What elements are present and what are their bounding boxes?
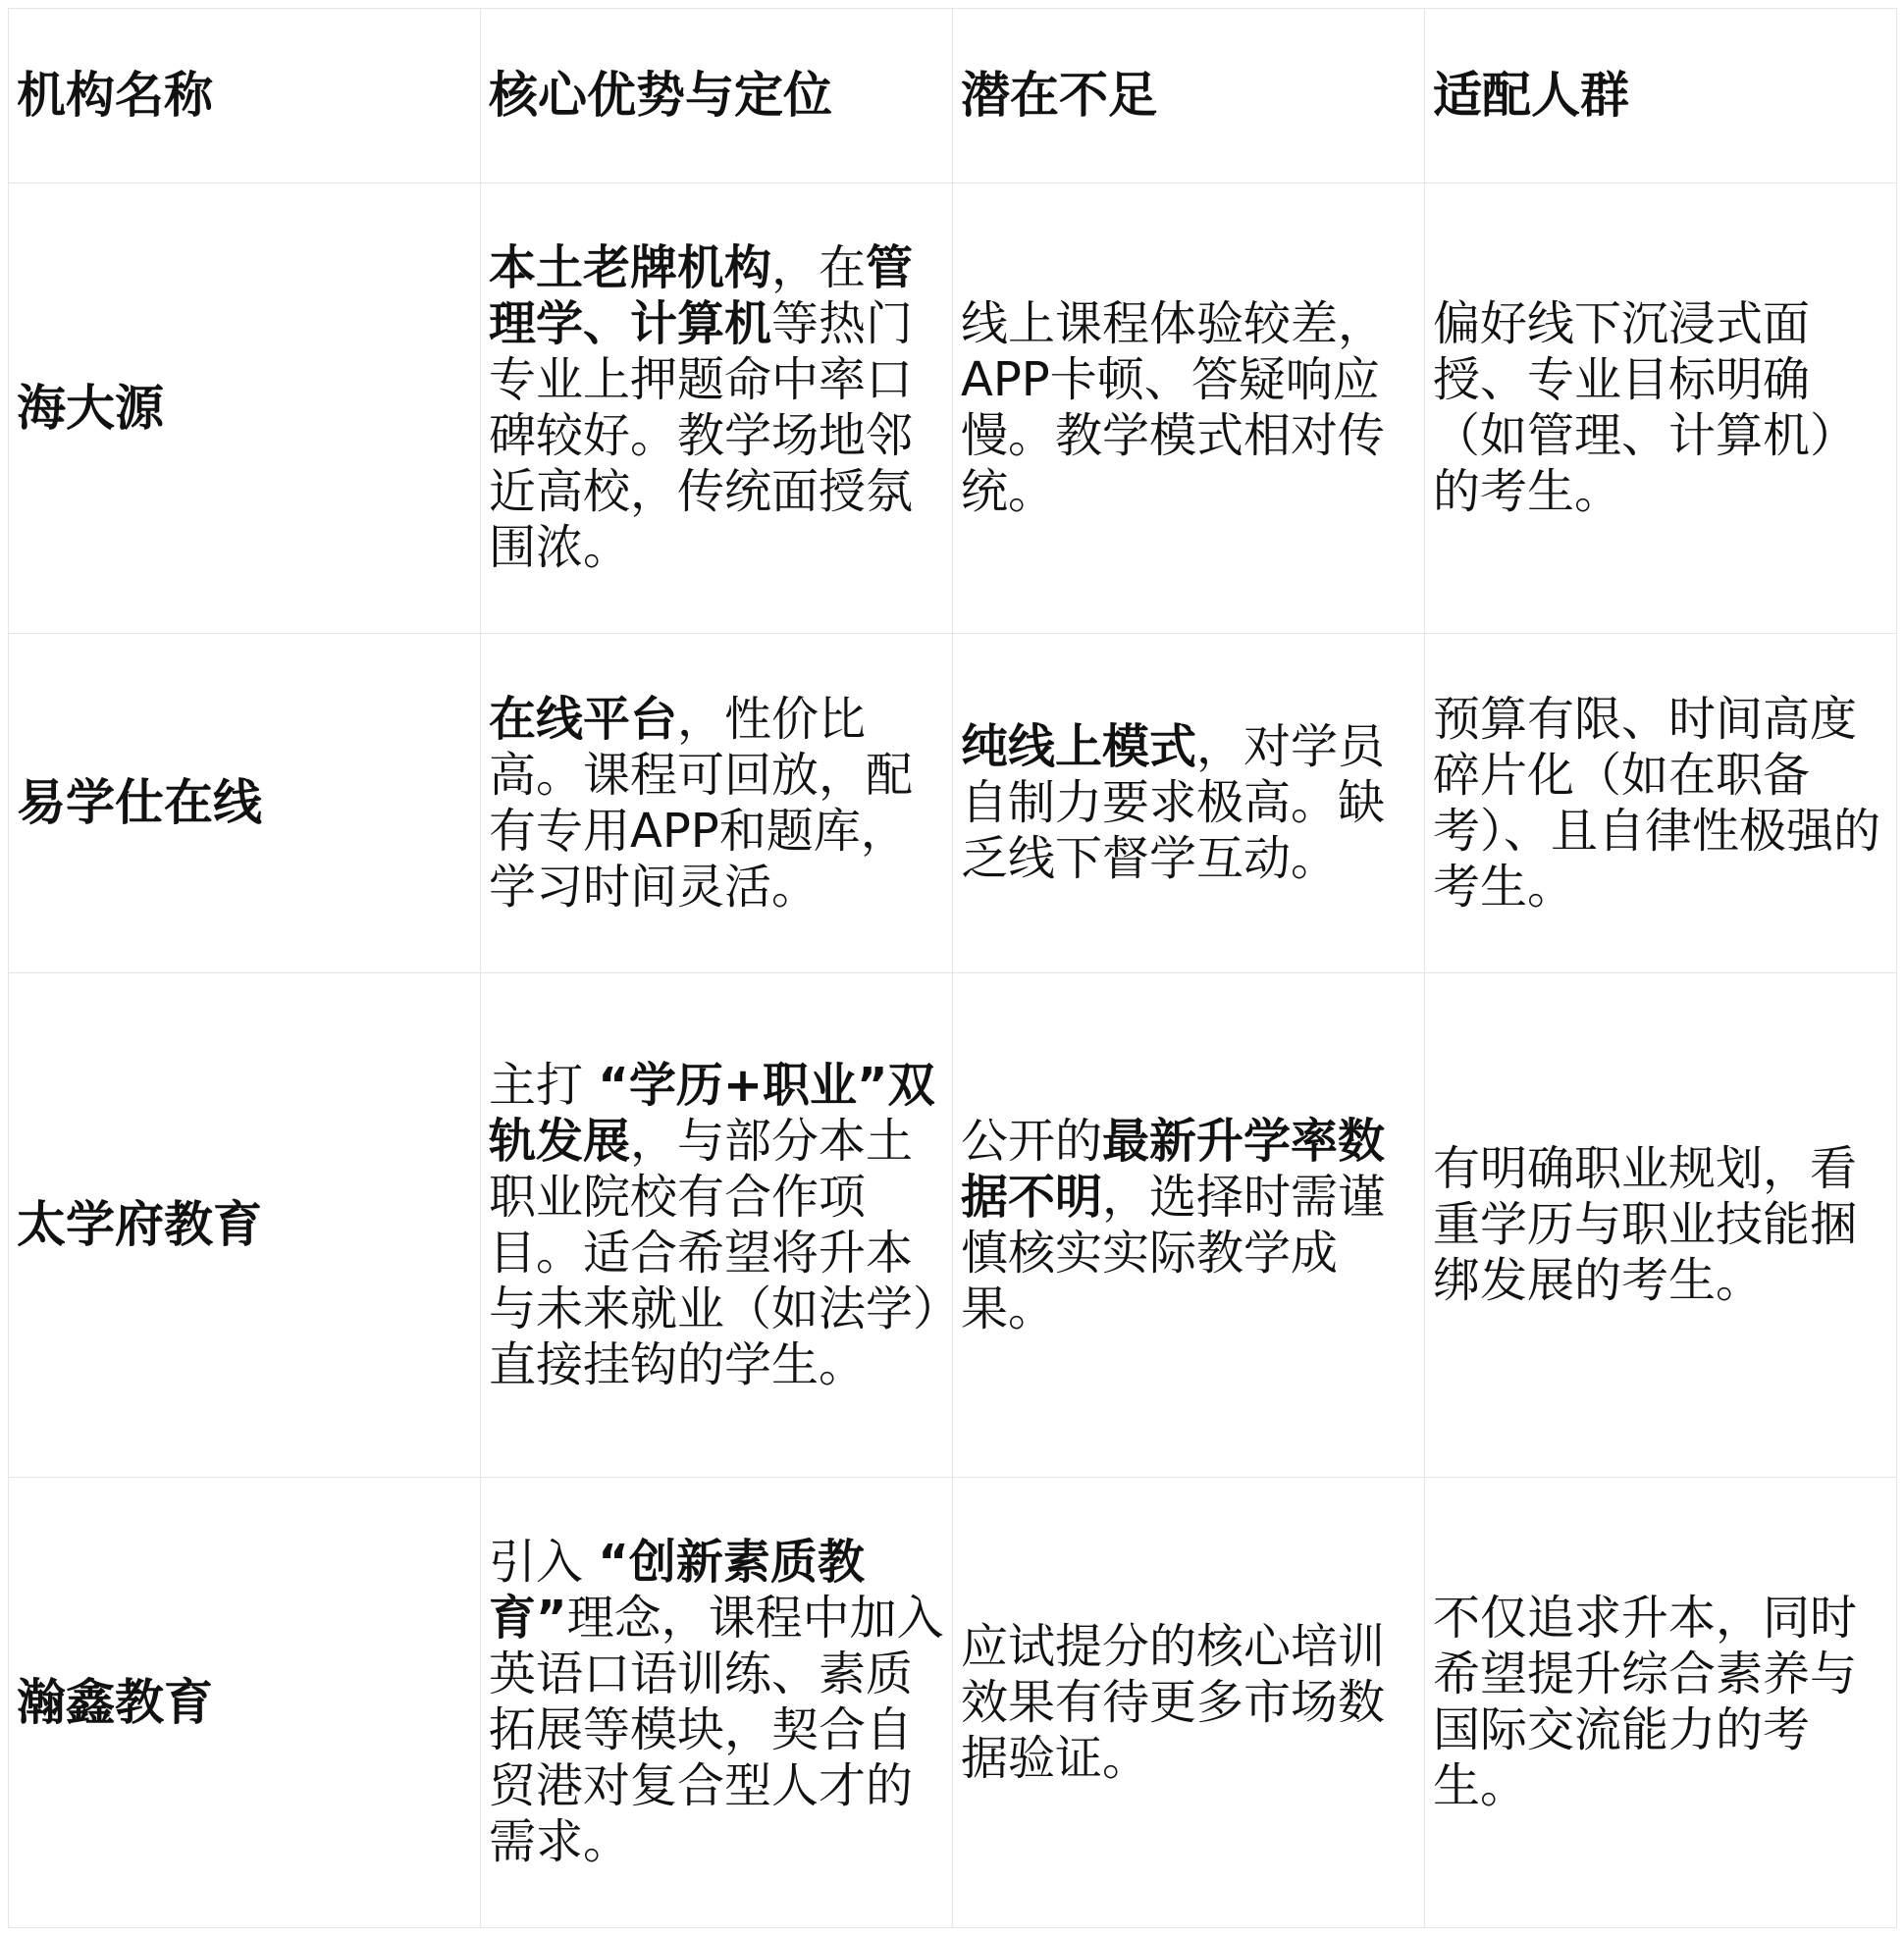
table-row	[9, 1478, 1897, 1928]
emphasis-text: 本土老牌机构	[489, 240, 772, 295]
body-text: 主打	[489, 1057, 599, 1113]
advantage-cell	[481, 1478, 953, 1928]
body-text: 引入	[489, 1535, 599, 1590]
institution-name: 海大源	[9, 183, 481, 634]
emphasis-text: 在线平台	[489, 691, 678, 747]
header-advantage: 核心优势与定位	[481, 9, 953, 183]
weakness-cell	[953, 634, 1425, 973]
audience-cell: 偏好线下沉浸式面授、专业目标明确（如管理、计算机）的考生。	[1425, 183, 1897, 634]
body-text: ，性价比高。课程可回放，配有专用APP和题库，学习时间灵活。	[489, 691, 914, 915]
emphasis-text: 最新升学率数据不明	[961, 1113, 1386, 1225]
header-name: 机构名称	[9, 9, 481, 183]
table-header-row	[9, 9, 1897, 183]
audience-cell: 不仅追求升本，同时希望提升综合素养与国际交流能力的考生。	[1425, 1478, 1897, 1928]
emphasis-text: “创新素质教育”	[489, 1535, 865, 1646]
institution-name: 瀚鑫教育	[9, 1478, 481, 1928]
body-text: ，选择时需谨慎核实实际教学成果。	[961, 1169, 1386, 1336]
institution-name: 太学府教育	[9, 973, 481, 1478]
weakness-cell	[953, 183, 1425, 634]
weakness-cell	[953, 973, 1425, 1478]
body-text: 线上课程体验较差，APP卡顿、答疑响应慢。教学模式相对传统。	[961, 296, 1386, 519]
weakness-cell	[953, 1478, 1425, 1928]
emphasis-text: “学历+职业”双轨发展	[489, 1057, 935, 1169]
audience-cell: 有明确职业规划，看重学历与职业技能捆绑发展的考生。	[1425, 973, 1897, 1478]
body-text: 理念，课程中加入英语口语训练、素质拓展等模块，契合自贸港对复合型人才的需求。	[489, 1591, 944, 1869]
advantage-cell	[481, 183, 953, 634]
body-text: ，在	[771, 240, 867, 295]
body-text: ，与部分本土职业院校有合作项目。适合希望将升本与未来就业（如法学）直接挂钩的学生。	[489, 1113, 937, 1392]
advantage-cell	[481, 634, 953, 973]
audience-cell: 预算有限、时间高度碎片化（如在职备考）、且自律性极强的考生。	[1425, 634, 1897, 973]
institution-name: 易学仕在线	[9, 634, 481, 973]
table-row	[9, 973, 1897, 1478]
emphasis-text: 纯线上模式	[961, 719, 1197, 774]
body-text: 公开的	[961, 1113, 1103, 1169]
header-weakness: 潜在不足	[953, 9, 1425, 183]
table-row	[9, 634, 1897, 973]
table-row	[9, 183, 1897, 634]
body-text: ，对学员自制力要求极高。缺乏线下督学互动。	[961, 719, 1386, 886]
emphasis-text: 管理学、计算机	[489, 240, 914, 351]
advantage-cell	[481, 973, 953, 1478]
body-text: 应试提分的核心培训效果有待更多市场数据验证。	[961, 1618, 1386, 1786]
body-text: 等热门专业上押题命中率口碑较好。教学场地邻近高校，传统面授氛围浓。	[489, 296, 914, 575]
header-audience: 适配人群	[1425, 9, 1897, 183]
institution-comparison-table	[8, 8, 1897, 1928]
